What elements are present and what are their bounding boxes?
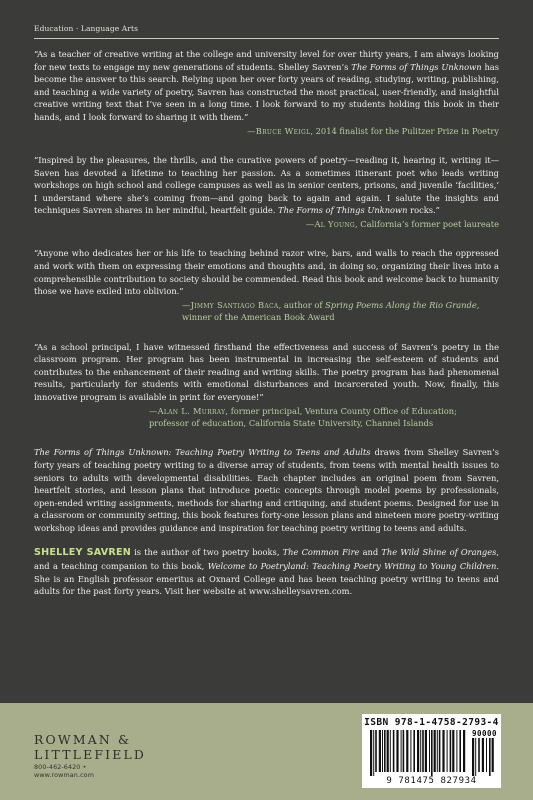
barcode-bar: [396, 730, 398, 772]
isbn-barcode: [362, 714, 501, 788]
isbn-number: ISBN 978-1-4758-2793-4: [364, 717, 499, 728]
barcode-bar: [387, 730, 389, 772]
quote-text: “Anyone who dedicates her or his life to teaching behind razor wire, bars, and walls to reach the oppressed and work with them on expressing their emotions and thoughts and, in doing so, organizing their lives into a comprehensible contribution to society should be commended. Read this book and welcome back to humanity those we have exiled into oblivion.”: [34, 248, 499, 297]
barcode-bar: [434, 730, 436, 772]
author-bio: SHELLEY SAVREN is the author of two poetry books, The Common Fire and The Wild Shine of Oranges, and a teaching companion to this book, Welcome to Poetryland: Teaching Poetry Writing to Young Children. She is an English professor emeritus at Oxnard College and has been teaching poetry writing to teens and adults for the past forty years. Visit her website at www.shelleysavren.com.: [34, 547, 500, 597]
quote-attribution: —Bruce Weigl, 2014 finalist for the Pulitzer Prize in Poetry: [247, 125, 499, 136]
barcode-bar: [370, 730, 372, 776]
barcode-bar: [439, 730, 441, 772]
cover-text: [34, 48, 499, 598]
barcode-bar: [482, 738, 484, 772]
barcode-bar: [429, 730, 430, 772]
barcode-bar: [382, 730, 383, 772]
price-addon: 90000: [472, 729, 498, 738]
top-divider: [34, 38, 499, 39]
quote-text: “As a teacher of creative writing at the college and university level for over thirty years, I am always looking for new texts to engage my new generations of students. Shelley Savren’s The Forms of Things Unknown has become the answer to this search. Relying upon her over forty years of reading, studying, writing, publishing, and teaching a wide variety of poetry, Savren has constructed the most practical, user-friendly, and insightful creative writing text that I’ve seen in a long time. I look forward to my students holding this book in their hands, and I look forward to sharing it with them.”: [34, 49, 499, 122]
barcode-bar: [431, 730, 433, 776]
barcode-bar: [459, 730, 461, 772]
barcode-bar: [393, 730, 395, 772]
blurb-baca: [34, 247, 499, 323]
barcode-bars-icon: [370, 730, 466, 776]
barcode-bar: [463, 730, 465, 772]
book-description: The Forms of Things Unknown: Teaching Poetry Writing to Teens and Adults draws from Shelley Savren’s forty years of teaching poetry writing to a diverse array of students, from teens with mental health issues to seniors to adults with developmental disabilities. Each chapter includes an original poem from Savren, heartfelt stories, and lesson plans that introduce poetic concepts through model poems by professionals, open-ended writing assignments, methods for sharing and critiquing, and student poems. Designed for use in a classroom or community setting, this book features forty-one lesson plans and nineteen more poetry-writing workshop ideas and provides guidance and inspiration for teaching poetry writing to teens and adults.: [34, 447, 500, 533]
quote-attribution: —Alan L. Murray, former principal, Ventura County Office of Education; professor of education, California State University, Channel Islands: [149, 405, 457, 428]
publisher-contact: 800-462-6420 • www.rowman.com: [34, 763, 95, 779]
barcode-bar: [442, 730, 444, 772]
quote-attribution: —Al Young, California’s former poet laureate: [305, 218, 499, 229]
blurb-murray: [34, 341, 499, 430]
barcode-bar: [413, 730, 415, 772]
quote-attribution: —Jimmy Santiago Baca, author of Spring Poems Along the Rio Grande, winner of the American Book Award: [182, 299, 480, 323]
blurb-weigl: [34, 48, 499, 137]
barcode-bar: [472, 738, 474, 776]
barcode-bar: [420, 730, 421, 772]
barcode-bar: [410, 730, 411, 772]
author-name: SHELLEY SAVREN: [34, 547, 131, 559]
barcode-bar: [384, 730, 386, 772]
barcode-bar: [486, 738, 487, 772]
barcode-bar: [422, 730, 424, 772]
barcode-bar: [452, 730, 454, 772]
quote-text: “Inspired by the pleasures, the thrills, and the curative powers of poetry—reading it, hearing it, writing it—Saven has devoted a lifetime to teaching her passion. As a sometimes itinerant poet who leads writing workshops on high school and college campuses as well as in senior centers, prisons, and juvenile ‘facilities,’ I understand where she’s coming from—and going back to again and again. I salute the insights and techniques Savren shares in her mindful, heartfelt guide. The Forms of Things Unknown rocks.”: [34, 154, 499, 216]
barcode-bar: [425, 730, 427, 772]
barcode-bar: [390, 730, 391, 772]
barcode-bar: [447, 730, 448, 772]
blurb-young: [34, 154, 499, 230]
barcode-bar: [401, 730, 402, 772]
category-label: Education · Language Arts: [34, 24, 139, 33]
barcode-bar: [403, 730, 405, 772]
barcode-bar: [375, 730, 377, 772]
quote-text: “As a school principal, I have witnessed firsthand the effectiveness and success of Savren’s poetry in the classroom program. Her program has been instrumental in increasing the self-esteem of students and contributes to the enhancement of their reading and writing skills. The poetry program has had phenomenal results, particularly for students with emotional disturbances and incarcerated youth. Now, finally, this innovative program is available in print for everyone!”: [34, 341, 499, 402]
barcode-bar: [379, 730, 381, 772]
barcode-bar: [478, 738, 480, 772]
barcode-bar: [489, 738, 491, 776]
barcode-bar: [406, 730, 408, 772]
barcode-bar: [417, 730, 419, 772]
price-addon-bars-icon: [472, 738, 494, 776]
barcode-bar: [373, 730, 374, 776]
publisher-logo: ROWMAN & LITTLEFIELD 800-462-6420 • www.rowman.com: [34, 732, 147, 779]
barcode-bar: [450, 730, 452, 772]
barcode-bar: [492, 738, 494, 772]
barcode-bar: [437, 730, 438, 772]
barcode-bar: [456, 730, 457, 772]
barcode-bar: [475, 738, 476, 776]
barcode-digits: 9 781475 827934: [386, 776, 477, 786]
